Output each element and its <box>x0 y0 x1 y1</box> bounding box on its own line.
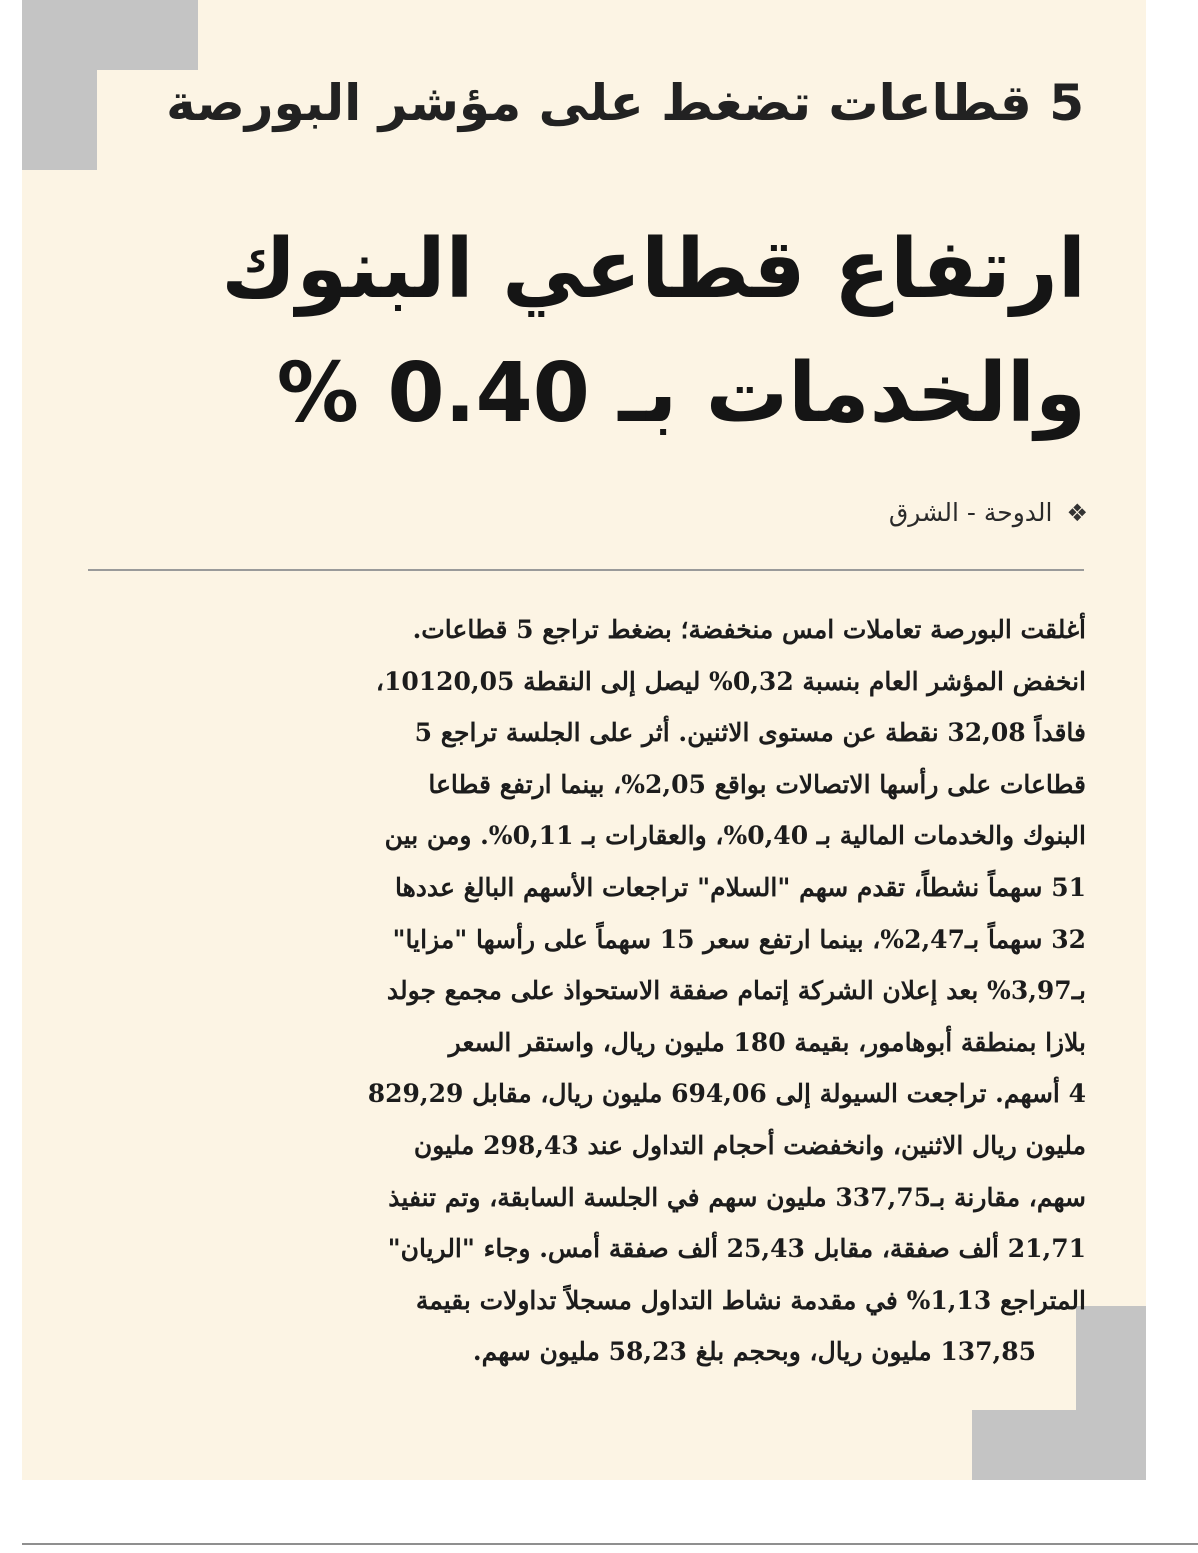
corner-decoration-bottom <box>972 1410 1146 1480</box>
body-line: بلازا بمنطقة أبوهامور، بقيمة 180 مليون ريال، واستقر السعر <box>448 1027 1086 1057</box>
article-headline <box>66 208 1086 456</box>
page-bottom-rule <box>22 1543 1198 1545</box>
body-line: المتراجع 1,13% في مقدمة نشاط التداول مسجلاً تداولات بقيمة <box>415 1285 1086 1315</box>
bullet-icon: ❖ <box>1066 499 1088 527</box>
body-line: سهم، مقارنة بـ337,75 مليون سهم في الجلسة السابقة، وتم تنفيذ <box>388 1182 1086 1212</box>
body-line: 51 سهماً نشطاً، تقدم سهم "السلام" تراجعات الأسهم البالغ عددها <box>394 872 1086 902</box>
body-line: 4 أسهم. تراجعت السيولة إلى 694,06 مليون ريال، مقابل 829,29 <box>367 1079 1086 1109</box>
byline-text: الدوحة - الشرق <box>888 498 1053 527</box>
article-kicker: 5 قطاعات تضغط على مؤشر البورصة <box>166 74 1084 132</box>
divider <box>88 569 1084 571</box>
body-line: 21,71 ألف صفقة، مقابل 25,43 ألف صفقة أمس. وجاء "الريان" <box>387 1234 1086 1264</box>
body-line: فاقداً 32,08 نقطة عن مستوى الاثنين. أثر على الجلسة تراجع 5 <box>414 718 1086 748</box>
body-line: انخفض المؤشر العام بنسبة 0,32% ليصل إلى النقطة 10120,05، <box>375 666 1086 696</box>
body-line: 137,85 مليون ريال، وبحجم بلغ 58,23 مليون سهم. <box>472 1337 1036 1367</box>
body-line: قطاعات على رأسها الاتصالات بواقع 2,05%، بينما ارتفع قطاعا <box>428 769 1086 799</box>
byline <box>889 498 1088 527</box>
body-line: أغلقت البورصة تعاملات امس منخفضة؛ بضغط تراجع 5 قطاعات. <box>412 615 1086 644</box>
body-line: البنوك والخدمات المالية بـ 0,40%، والعقارات بـ 0,11%. ومن بين <box>384 821 1086 851</box>
article-body <box>86 604 1086 1378</box>
headline-line: ارتفاع قطاعي البنوك <box>221 222 1086 317</box>
body-line: بـ3,97% بعد إعلان الشركة إتمام صفقة الاستحواذ على مجمع جولد <box>386 976 1086 1006</box>
body-line: 32 سهماً بـ2,47%، بينما ارتفع سعر 15 سهماً على رأسها "مزايا" <box>392 924 1086 954</box>
headline-line: والخدمات بـ 0.40 % <box>276 346 1086 441</box>
body-line: مليون ريال الاثنين، وانخفضت أحجام التداول عند 298,43 مليون <box>413 1130 1086 1160</box>
